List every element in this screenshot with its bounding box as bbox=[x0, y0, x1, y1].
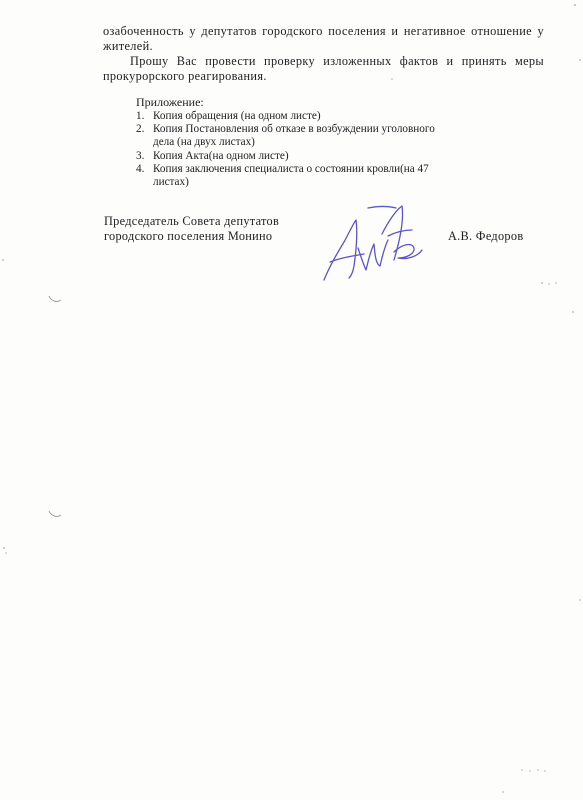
signatory-title-line: городского поселения Монино bbox=[104, 229, 273, 243]
attachment-number: 2. bbox=[136, 123, 145, 136]
signatory-title-line: Председатель Совета депутатов bbox=[104, 214, 280, 228]
attachment-text: Копия заключения специалиста о состоянии кровли(на 47 листах) bbox=[153, 162, 429, 188]
signatory-title bbox=[104, 214, 279, 244]
signatory-name: А.В. Федоров bbox=[448, 229, 524, 243]
handwritten-signature bbox=[318, 200, 428, 290]
punch-hole-mark bbox=[47, 509, 63, 519]
attachments-heading: Приложение: bbox=[136, 95, 204, 109]
attachment-number: 3. bbox=[136, 149, 145, 162]
punch-hole-mark bbox=[47, 294, 63, 304]
attachment-text: Копия Постановления об отказе в возбуждении уголовного дела (на двух листах) bbox=[153, 123, 435, 149]
paragraph-concern: озабоченность у депутатов городского поселения и негативное отношение у жителей. bbox=[103, 24, 544, 53]
attachment-item bbox=[136, 150, 436, 163]
attachment-text: Копия Акта(на одном листе) bbox=[153, 149, 289, 162]
paragraph-request: Прошу Вас провести проверку изложенных фактов и принять меры прокурорского реагирования. bbox=[103, 54, 544, 83]
attachment-number: 1. bbox=[136, 110, 145, 122]
attachment-item bbox=[136, 110, 436, 123]
attachment-item bbox=[136, 123, 436, 149]
attachment-number: 4. bbox=[136, 162, 145, 175]
attachment-item bbox=[136, 163, 436, 189]
attachment-text: Копия обращения (на одном листе) bbox=[153, 110, 321, 122]
attachments-list bbox=[136, 110, 436, 189]
